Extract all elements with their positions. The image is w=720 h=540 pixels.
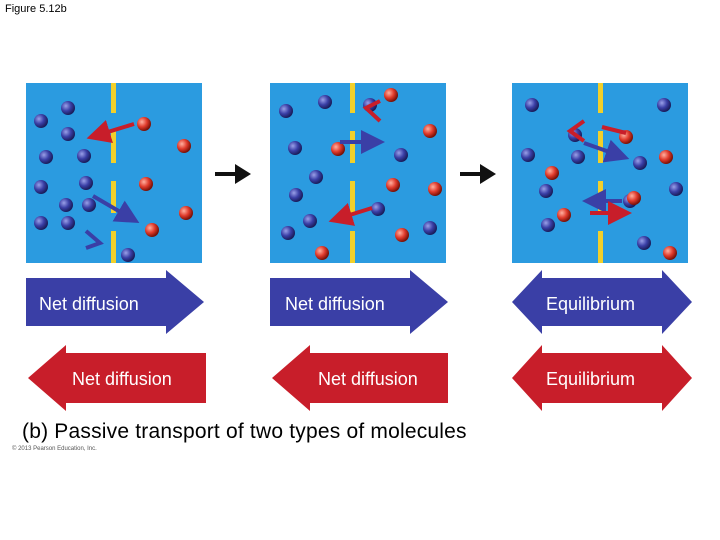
panel-equilibrium (512, 83, 688, 263)
equilibrium-arrow-blue (512, 270, 692, 334)
net-diffusion-arrow-red-1 (28, 345, 206, 411)
panel-intermediate (270, 83, 446, 263)
arrow-label: Net diffusion (72, 369, 172, 389)
figure-label: Figure 5.12b (5, 3, 67, 15)
arrow-label: Net diffusion (285, 294, 385, 314)
arrow-label: Net diffusion (318, 369, 418, 389)
figure-caption: (b) Passive transport of two types of molecules (22, 420, 467, 443)
right-arrow-icon (215, 161, 251, 187)
arrow-label: Equilibrium (546, 369, 636, 389)
water-background (270, 83, 446, 263)
net-diffusion-arrow-red-2 (272, 345, 448, 411)
net-diffusion-arrow-blue-1 (26, 270, 204, 334)
panel-initial (26, 83, 202, 263)
arrow-label: Equilibrium (546, 294, 636, 314)
net-diffusion-arrow-blue-2 (270, 270, 448, 334)
right-arrow-icon (460, 161, 496, 187)
copyright-notice: © 2013 Pearson Education, Inc. (12, 446, 97, 452)
arrow-label: Net diffusion (39, 294, 139, 314)
equilibrium-arrow-red (512, 345, 692, 411)
